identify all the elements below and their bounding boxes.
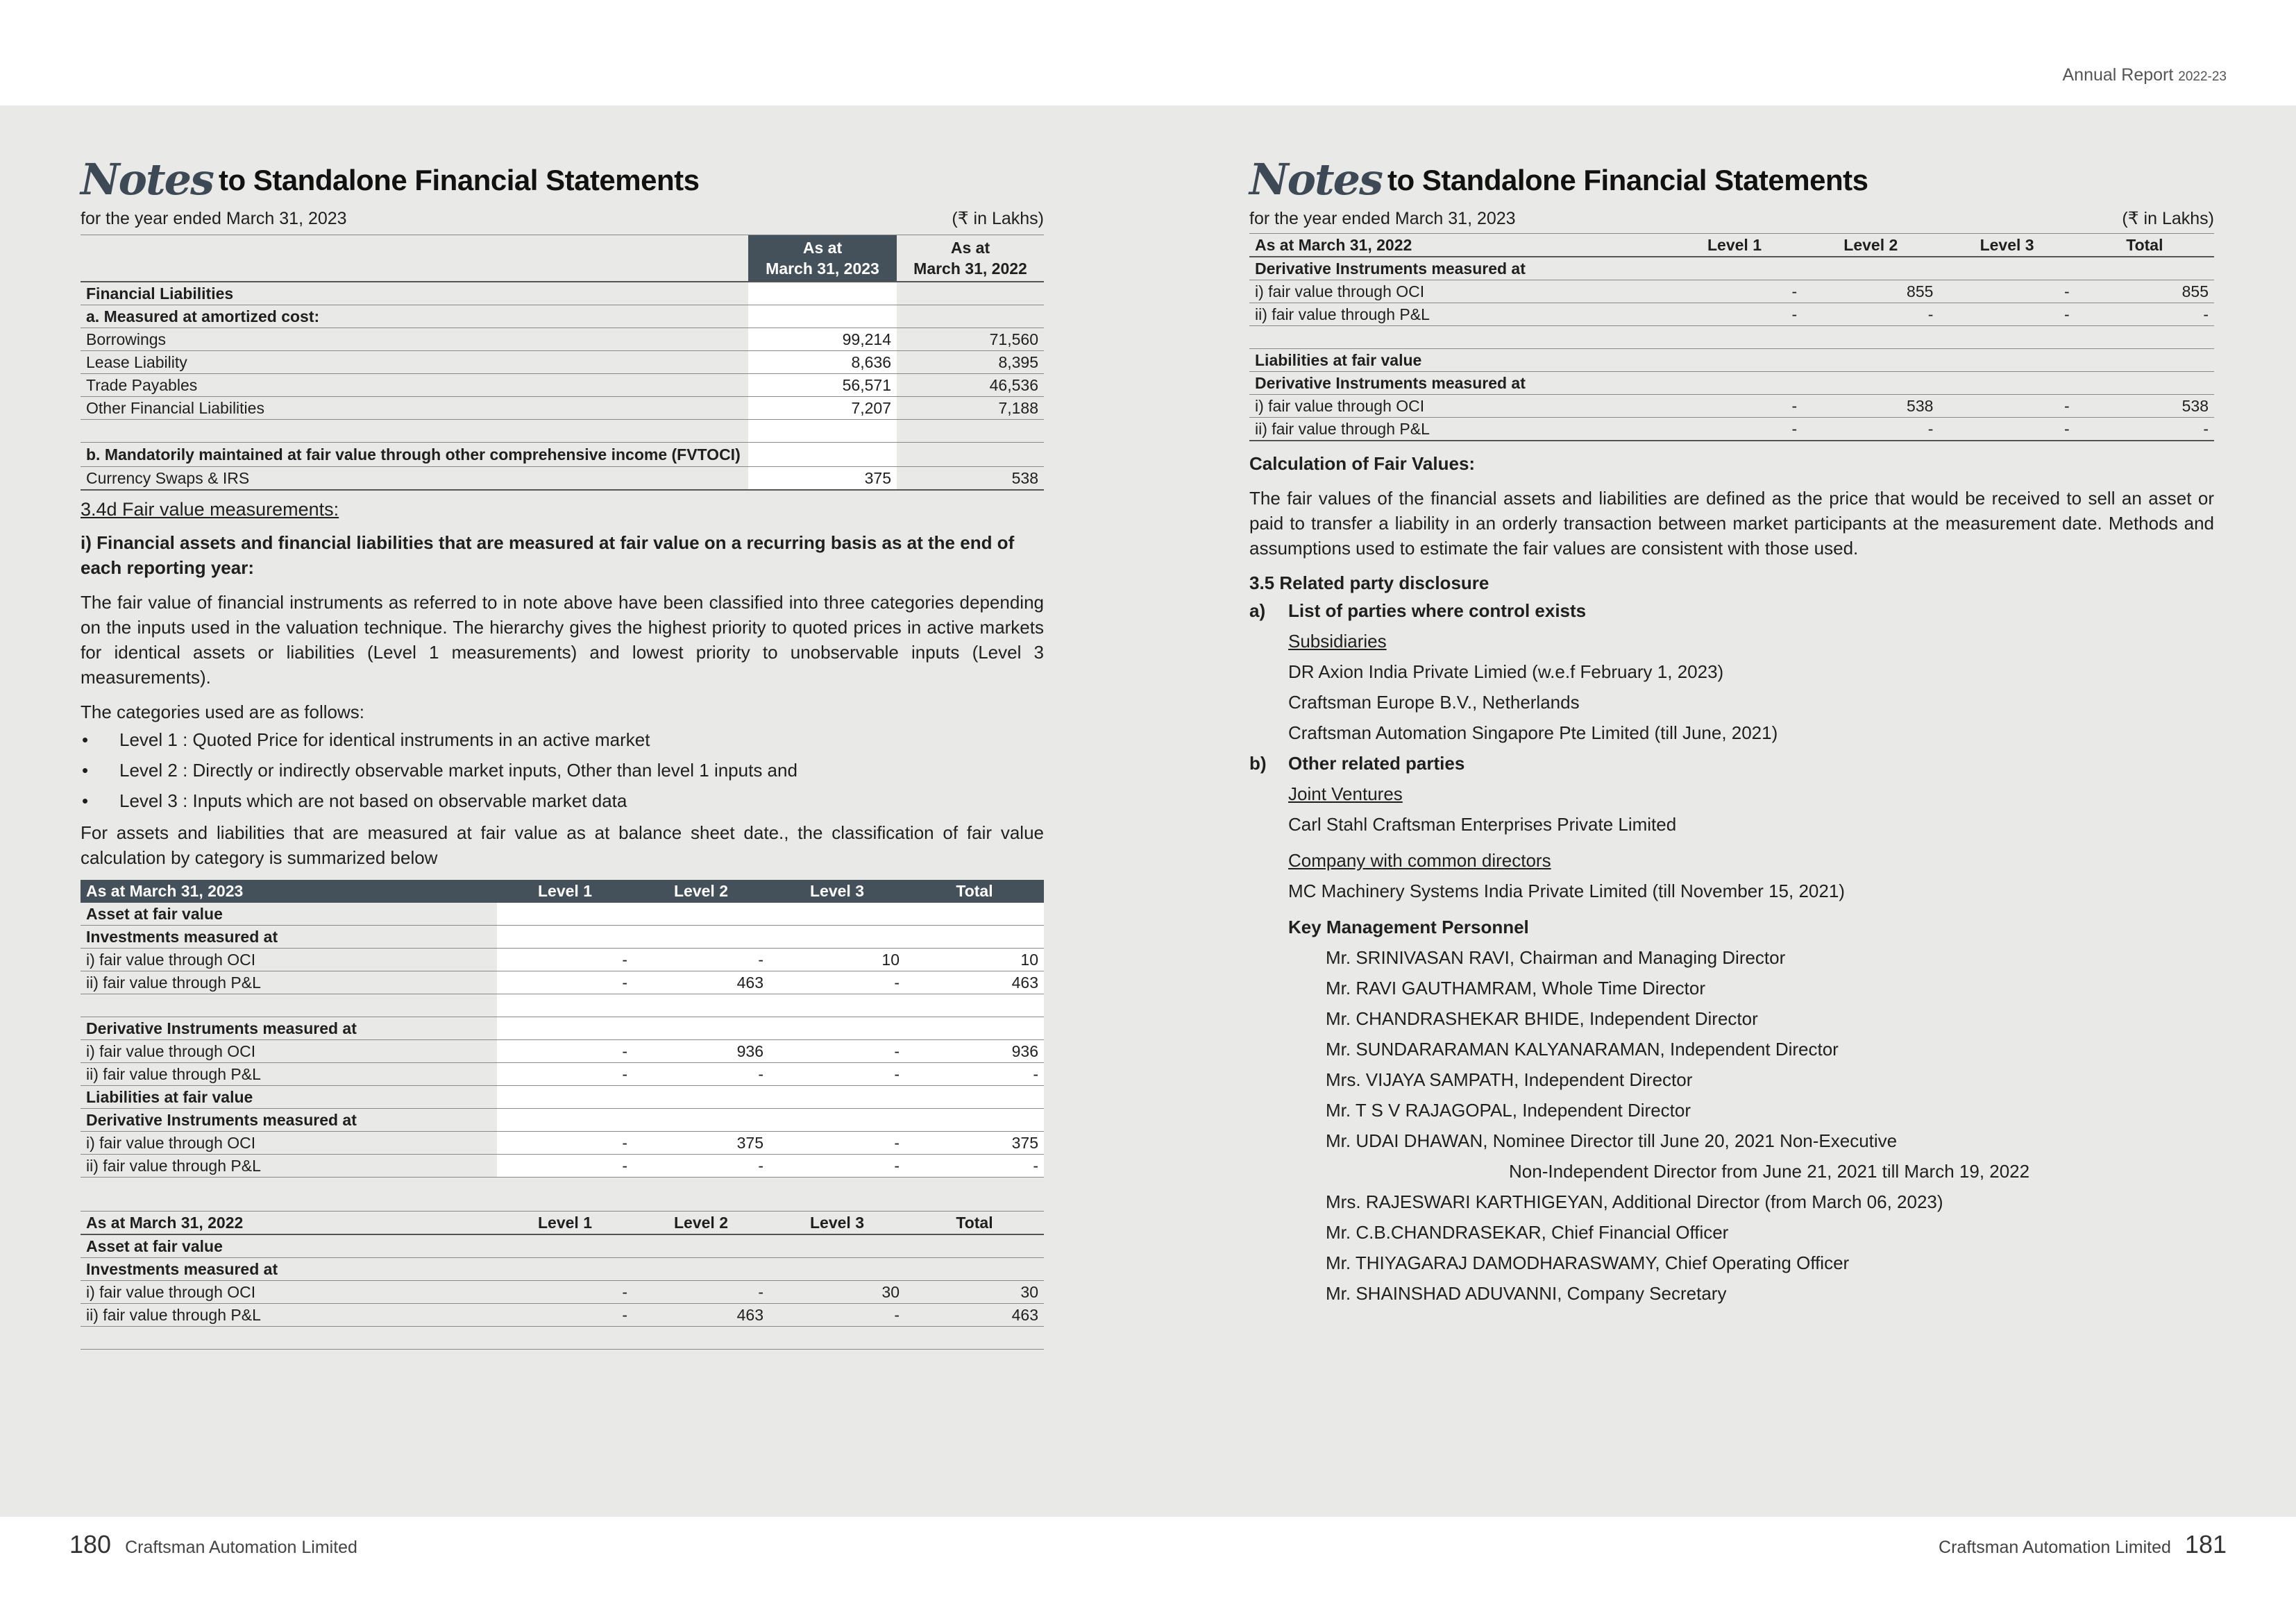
list-item: Mr. T S V RAJAGOPAL, Independent Director bbox=[1326, 1100, 1691, 1121]
list-item: Mr. RAVI GAUTHAMRAM, Whole Time Director bbox=[1326, 978, 1706, 999]
fair-value-table-2023: As at March 31, 2023 Level 1 Level 2 Level 3 Total Asset at fair value Investments measured at i) fair value through OCI - - 10 10 ii) fair value through P&L - 463 - 463 Derivative Instruments measured at i) fair value through OCI - 936 - 936 ii) fair value through P&L - - - - Liabilities at fair value Derivative Instruments measured at i) fair value through OCI - 375 - 375 ii) fair value through P&L - - - - bbox=[81, 880, 1044, 1178]
page-number: 181 bbox=[2184, 1530, 2227, 1558]
fair-value-table-2022: As at March 31, 2022 Level 1 Level 2 Level 3 Total Asset at fair value Investments measured at i) fair value through OCI - - 30 30 ii) fair value through P&L - 463 - 463 bbox=[81, 1211, 1044, 1350]
related-party-title: 3.5 Related party disclosure bbox=[1249, 572, 1489, 593]
list-item: Carl Stahl Craftsman Enterprises Private Limited bbox=[1288, 814, 1677, 835]
list-item: DR Axion India Private Limied (w.e.f February 1, 2023) bbox=[1288, 661, 1724, 682]
row-label: a. Measured at amortized cost: bbox=[81, 305, 748, 328]
list-item: Mr. C.B.CHANDRASEKAR, Chief Financial Officer bbox=[1326, 1222, 1729, 1243]
list-item: • Level 1 : Quoted Price for identical instruments in an active market bbox=[81, 724, 1044, 755]
table-row: i) fair value through OCI - - 10 10 bbox=[81, 949, 1044, 971]
table-row: Currency Swaps & IRS 375 538 bbox=[81, 467, 1044, 491]
period-line bbox=[81, 207, 1044, 230]
calc-title: Calculation of Fair Values: bbox=[1249, 453, 1476, 474]
period-text: for the year ended March 31, 2023 bbox=[1249, 208, 1516, 228]
table-row: ii) fair value through P&L - - - - bbox=[81, 1063, 1044, 1086]
report-year: 2022-23 bbox=[2178, 69, 2227, 84]
table-row: i) fair value through OCI - 936 - 936 bbox=[81, 1040, 1044, 1063]
table-row: ii) fair value through P&L - - - - bbox=[1249, 418, 2214, 441]
company-name: Craftsman Automation Limited bbox=[125, 1538, 357, 1557]
page-title bbox=[1249, 151, 2214, 205]
list-item: • Level 2 : Directly or indirectly observable market inputs, Other than level 1 inputs and bbox=[81, 755, 1044, 785]
joint-ventures-block: Joint Ventures Carl Stahl Craftsman Enterprises Private Limited Company with common directors MC Machinery Systems India Private Limited (till November 15, 2021) Key Management Personnel bbox=[1249, 779, 2214, 942]
list-item: Mrs. RAJESWARI KARTHIGEYAN, Additional Director (from March 06, 2023) bbox=[1326, 1191, 1943, 1212]
notes-script-logo: Notes bbox=[1249, 154, 1383, 205]
table-row: Trade Payables 56,571 46,536 bbox=[81, 374, 1044, 397]
paragraph: For assets and liabilities that are measured at fair value as at balance sheet date., the classification of fair value calculation by category is summarized below bbox=[81, 822, 1044, 868]
list-item: Craftsman Automation Singapore Pte Limited (till June, 2021) bbox=[1288, 722, 1778, 743]
table-title: As at March 31, 2022 bbox=[81, 1212, 497, 1235]
unit-text: (₹ in Lakhs) bbox=[952, 209, 1044, 228]
table-row: i) fair value through OCI - 375 - 375 bbox=[81, 1132, 1044, 1155]
paragraph: The categories used are as follows: bbox=[81, 702, 364, 722]
paragraph: The fair value of financial instruments as referred to in note above have been classified into three categories depending on the inputs used in the valuation technique. The hierarchy gives the highest priority to quoted prices in active markets for identical assets or liabilities (Level 1 measurements) and lowest priority to unobservable inputs (Level 3 measurements). bbox=[81, 592, 1044, 688]
page-title bbox=[81, 151, 1044, 205]
list-item: Mrs. VIJAYA SAMPATH, Independent Director bbox=[1326, 1069, 1693, 1090]
title-text: to Standalone Financial Statements bbox=[219, 164, 700, 196]
table-row: ii) fair value through P&L - - - - bbox=[81, 1155, 1044, 1178]
company-name: Craftsman Automation Limited bbox=[1939, 1538, 2171, 1557]
footer-right bbox=[1939, 1530, 2227, 1559]
list-item: Craftsman Europe B.V., Netherlands bbox=[1288, 692, 1580, 713]
table-row: Borrowings 99,214 71,560 bbox=[81, 328, 1044, 351]
row-label: Financial Liabilities bbox=[81, 282, 748, 305]
footer-left bbox=[69, 1530, 357, 1559]
table-row: Other Financial Liabilities 7,207 7,188 bbox=[81, 397, 1044, 420]
report-header bbox=[2062, 65, 2227, 85]
fair-value-table-2022-derivatives: As at March 31, 2022 Level 1 Level 2 Level 3 Total Derivative Instruments measured at i) fair value through OCI - 855 - 855 ii) fair value through P&L - - - - Liabilities at fair value Derivative Instruments measured at i) fair value through OCI - 538 - 538 ii) fair value through P&L - - - - bbox=[1249, 233, 2214, 441]
list-item: • Level 3 : Inputs which are not based on observable market data bbox=[81, 785, 1044, 816]
list-item: Mr. SUNDARARAMAN KALYANARAMAN, Independent Director bbox=[1326, 1039, 1839, 1060]
list-item: Mr. THIYAGARAJ DAMODHARASWAMY, Chief Operating Officer bbox=[1326, 1252, 1850, 1273]
col-header-2022: As at March 31, 2022 bbox=[897, 235, 1044, 282]
list-item: Mr. SRINIVASAN RAVI, Chairman and Managing Director bbox=[1326, 947, 1786, 968]
list-item: Mr. SHAINSHAD ADUVANNI, Company Secretary bbox=[1326, 1283, 1727, 1304]
unit-text: (₹ in Lakhs) bbox=[2122, 209, 2214, 228]
list-item: Mr. UDAI DHAWAN, Nominee Director till June 20, 2021 Non-Executive bbox=[1326, 1130, 1898, 1151]
table-title: As at March 31, 2022 bbox=[1249, 234, 1666, 257]
paragraph: The fair values of the financial assets and liabilities are defined as the price that would be received to sell an asset or paid to transfer a liability in an orderly transaction between market participants at the measurement date. Methods and assumptions used to estimate the fair values are consistent with those used. bbox=[1249, 488, 2214, 559]
list-item: MC Machinery Systems India Private Limited (till November 15, 2021) bbox=[1288, 881, 1845, 901]
list-item: Non-Independent Director from June 21, 2021 till March 19, 2022 bbox=[1509, 1161, 2030, 1182]
table-row: ii) fair value through P&L - - - - bbox=[1249, 303, 2214, 326]
subsection-title: i) Financial assets and financial liabilities that are measured at fair value on a recurring basis as at the end of each reporting year: bbox=[81, 532, 1015, 578]
table-row: ii) fair value through P&L - 463 - 463 bbox=[81, 1304, 1044, 1327]
financial-liabilities-table bbox=[81, 235, 1044, 491]
table-row: Lease Liability 8,636 8,395 bbox=[81, 351, 1044, 374]
left-page bbox=[81, 105, 1044, 1350]
row-label: b. Mandatorily maintained at fair value through other comprehensive income (FVTOCI) bbox=[81, 443, 748, 467]
table-row: i) fair value through OCI - 538 - 538 bbox=[1249, 395, 2214, 418]
table-title: As at March 31, 2023 bbox=[81, 880, 497, 903]
report-title: Annual Report bbox=[2062, 65, 2174, 85]
kmp-list bbox=[1249, 942, 2214, 1309]
title-text: to Standalone Financial Statements bbox=[1387, 164, 1868, 196]
list-heading: a) List of parties where control exists bbox=[1249, 600, 1587, 621]
notes-script-logo: Notes bbox=[81, 154, 214, 205]
list-item: Mr. CHANDRASHEKAR BHIDE, Independent Director bbox=[1326, 1008, 1758, 1029]
table-row: ii) fair value through P&L - 463 - 463 bbox=[81, 971, 1044, 994]
subsidiaries-block: Subsidiaries DR Axion India Private Limied (w.e.f February 1, 2023) Craftsman Europe B.V., Netherlands Craftsman Automation Singapore Pte Limited (till June, 2021) bbox=[1249, 626, 2214, 748]
period-line bbox=[1249, 207, 2214, 230]
right-page bbox=[1249, 105, 2214, 1309]
period-text: for the year ended March 31, 2023 bbox=[81, 208, 347, 228]
table-row: i) fair value through OCI - - 30 30 bbox=[81, 1281, 1044, 1304]
list-heading: b) Other related parties bbox=[1249, 753, 1465, 774]
col-header-2023: As at March 31, 2023 bbox=[748, 235, 897, 282]
bullet-list bbox=[81, 724, 1044, 816]
section-title: 3.4d Fair value measurements: bbox=[81, 499, 339, 520]
page-number: 180 bbox=[69, 1530, 112, 1558]
table-row: i) fair value through OCI - 855 - 855 bbox=[1249, 280, 2214, 303]
